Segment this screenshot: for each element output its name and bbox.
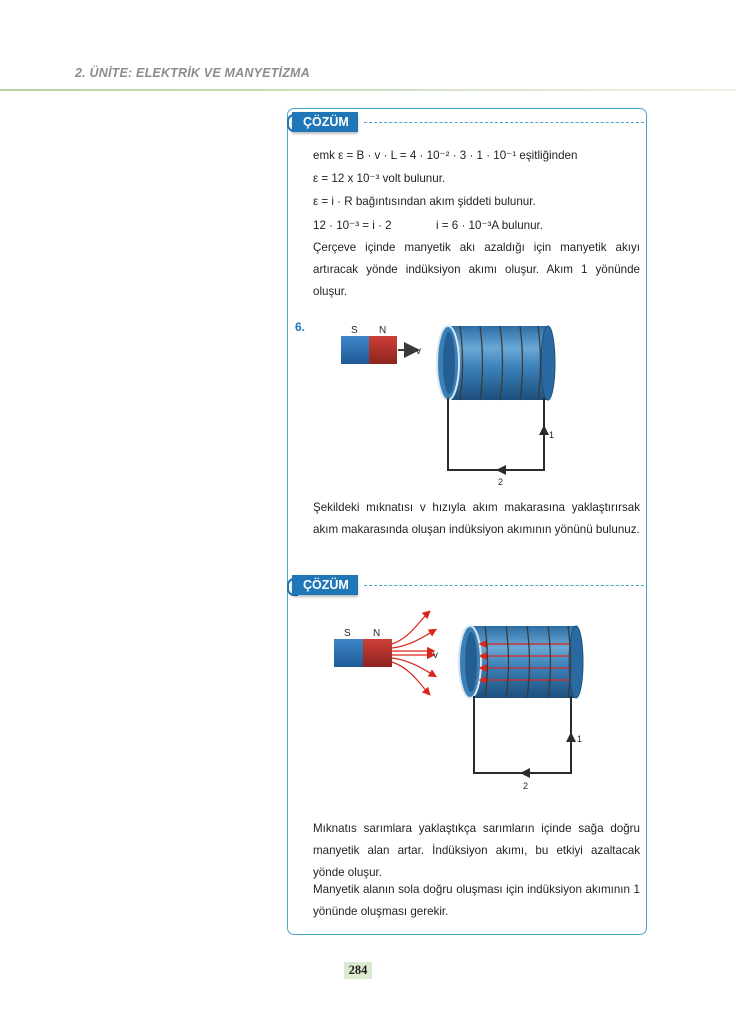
- solution1-paragraph: Çerçeve içinde manyetik akı azaldığı için manyetik akıyı artıracak yönde indüksiyon akımı oluşur. Akım 1 yönünde oluşur.: [313, 241, 640, 298]
- magnet-south-pole: [341, 336, 369, 364]
- magnet-south-pole-2: [334, 639, 363, 667]
- pole-s-label: S: [351, 325, 358, 336]
- solution1-line-3: ε = i · R bağıntısından akım şiddeti bulunur.: [313, 195, 536, 208]
- field-lines: [392, 612, 435, 694]
- unit-header: 2. ÜNİTE: ELEKTRİK VE MANYETİZMA: [75, 66, 310, 80]
- solution2-paragraph-2: Manyetik alanın sola doğru oluşması için indüksiyon akımının 1 yönünde oluşması gerekir.: [313, 883, 640, 918]
- direction-2-arrow-icon: [496, 465, 506, 475]
- solution1-line-5: i = 6 · 10⁻³A bulunur.: [436, 219, 543, 232]
- page-number: 284: [344, 962, 372, 979]
- question-number: 6.: [295, 320, 306, 334]
- circuit-wire-2: [474, 696, 571, 773]
- solution1-line-4: 12 · 10⁻³ = i · 2: [313, 219, 392, 232]
- question-figure: [330, 318, 570, 490]
- solution-figure: [325, 608, 590, 793]
- direction-2-label: 2: [498, 477, 504, 487]
- direction-2-arrow-icon-2: [520, 768, 530, 778]
- direction-1-label-2: 1: [577, 734, 583, 744]
- dashed-rule-2: [364, 585, 644, 586]
- solution2-paragraph-1: Mıknatıs sarımlara yaklaştıkça sarımların içinde sağa doğru manyetik alan artar. İndüksiyon akımı, bu etkiyi azaltacak yönde oluşur.: [313, 822, 640, 879]
- direction-2-label-2: 2: [523, 781, 529, 791]
- velocity-label-2: v: [433, 650, 438, 661]
- pole-n-label: N: [379, 325, 387, 336]
- pole-n-label-2: N: [373, 628, 381, 639]
- dashed-rule-1: [364, 122, 644, 123]
- header-rule: [0, 89, 736, 91]
- solution1-line-1: emk ε = B · v · L = 4 · 10⁻² · 3 · 1 · 10⁻¹ eşitliğinden: [313, 149, 578, 162]
- circuit-wire: [448, 398, 544, 470]
- solution1-line-2: ε = 12 x 10⁻³ volt bulunur.: [313, 172, 446, 185]
- question-text: Şekildeki mıknatısı v hızıyla akım makarasına yaklaştırırsak akım makarasında oluşan indüksiyon akımının yönünü bulunuz.: [313, 501, 640, 536]
- solution-tag-2: ÇÖZÜM: [292, 575, 358, 595]
- velocity-label: v: [416, 346, 421, 357]
- magnet-north-pole-2: [363, 639, 392, 667]
- magnet-north-pole: [369, 336, 397, 364]
- pole-s-label-2: S: [344, 628, 351, 639]
- solution-tag-1: ÇÖZÜM: [292, 112, 358, 132]
- direction-1-arrow-icon-2: [566, 732, 576, 742]
- direction-1-arrow-icon: [539, 425, 549, 435]
- direction-1-label: 1: [549, 430, 555, 440]
